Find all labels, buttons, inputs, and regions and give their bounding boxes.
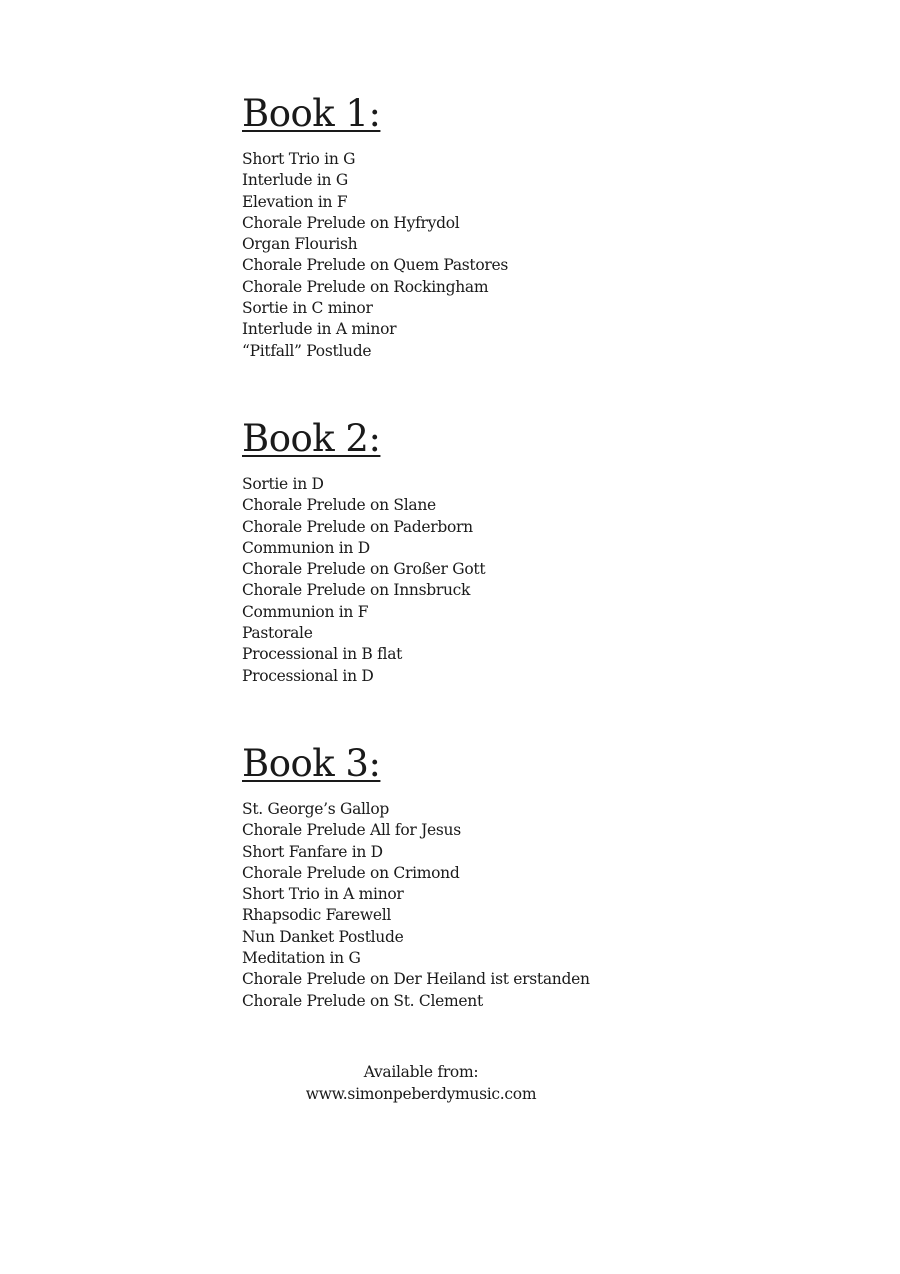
piece-item: Chorale Prelude on Innsbruck	[242, 581, 471, 600]
piece-item: Chorale Prelude on Slane	[242, 496, 436, 515]
piece-item: Sortie in C minor	[242, 299, 373, 318]
piece-item: Chorale Prelude on Der Heiland ist erstanden	[242, 970, 590, 989]
availability-note	[0, 1061, 842, 1105]
piece-item: Sortie in D	[242, 475, 324, 493]
piece-item: “Pitfall” Postlude	[242, 341, 372, 360]
book-1-title: Book 1:	[242, 92, 381, 135]
piece-item: Nun Danket Postlude	[242, 927, 404, 946]
piece-item: Elevation in F	[242, 192, 348, 211]
piece-item: Chorale Prelude on Crimond	[242, 863, 460, 882]
piece-item: Pastorale	[242, 624, 313, 643]
piece-item: Chorale Prelude on Hyfrydol	[242, 213, 460, 232]
piece-item: Chorale Prelude All for Jesus	[242, 821, 461, 840]
piece-item: Chorale Prelude on St. Clement	[242, 991, 483, 1010]
piece-item: Communion in F	[242, 602, 369, 621]
book-3-section	[242, 742, 742, 1012]
piece-item: Organ Flourish	[242, 235, 358, 254]
website-url: www.simonpeberdymusic.com	[305, 1085, 537, 1103]
piece-item: Short Trio in G	[242, 150, 356, 168]
book-3-title: Book 3:	[242, 742, 381, 785]
piece-item: Chorale Prelude on Großer Gott	[242, 560, 486, 579]
piece-item: Interlude in A minor	[242, 320, 397, 339]
piece-item: Interlude in G	[242, 171, 348, 190]
book-1-piece-list	[242, 149, 742, 362]
piece-item: Chorale Prelude on Quem Pastores	[242, 256, 509, 275]
book-2-piece-list	[242, 474, 742, 687]
piece-item: Rhapsodic Farewell	[242, 906, 392, 925]
piece-item: Processional in D	[242, 666, 374, 685]
book-3-piece-list	[242, 799, 742, 1012]
piece-item: Chorale Prelude on Paderborn	[242, 517, 473, 536]
piece-item: St. George’s Gallop	[242, 800, 389, 818]
book-2-title: Book 2:	[242, 417, 381, 460]
piece-item: Meditation in G	[242, 949, 361, 968]
availability-label: Available from:	[363, 1063, 479, 1081]
piece-item: Short Trio in A minor	[242, 885, 404, 904]
piece-item: Chorale Prelude on Rockingham	[242, 277, 489, 296]
piece-item: Short Fanfare in D	[242, 842, 383, 861]
book-2-section	[242, 417, 742, 687]
piece-item: Processional in B flat	[242, 645, 403, 664]
book-1-section	[242, 92, 742, 362]
piece-item: Communion in D	[242, 538, 370, 557]
